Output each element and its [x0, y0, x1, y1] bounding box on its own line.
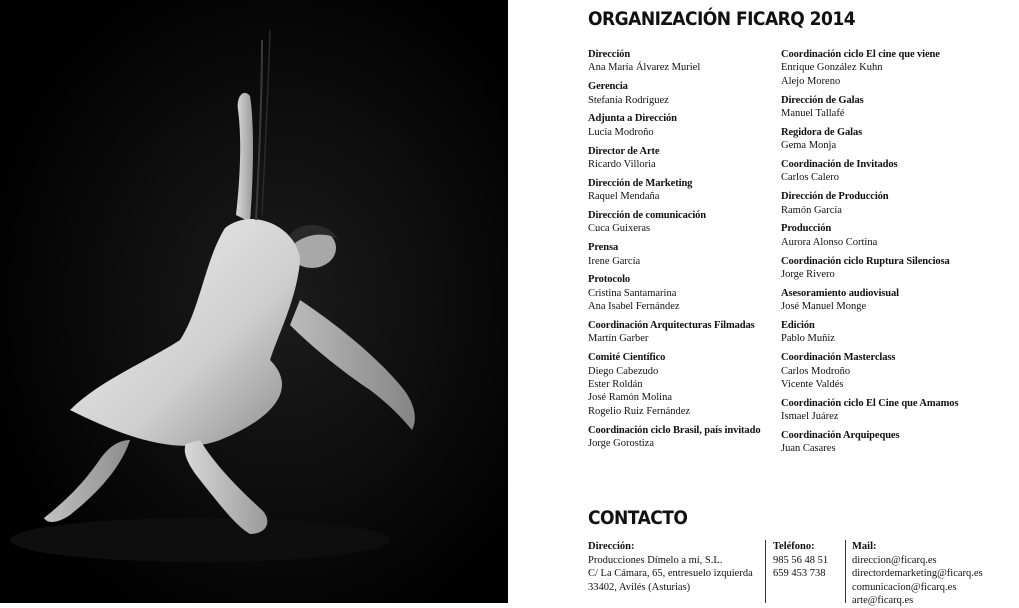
- staff-name: Jorge Rivero: [781, 269, 835, 281]
- staff-role: Gerencia: [588, 81, 628, 93]
- staff-entry: [781, 48, 1013, 88]
- contact-phone-number: 659 453 738: [773, 568, 826, 580]
- staff-entry: [588, 48, 778, 75]
- staff-entry: [781, 190, 1013, 217]
- staff-role: Protocolo: [588, 274, 631, 286]
- staff-role: Coordinación Masterclass: [781, 352, 896, 364]
- contact-phone-number: 985 56 48 51: [773, 554, 829, 566]
- contact-mail-label: Mail:: [852, 541, 877, 552]
- staff-name: Ana Isabel Fernández: [588, 301, 680, 313]
- staff-role: Coordinación Arquitecturas Filmadas: [588, 320, 755, 332]
- staff-name: Ricardo Villoria: [588, 159, 656, 171]
- staff-role: Regidora de Galas: [781, 126, 863, 138]
- contact-divider: [765, 540, 766, 603]
- staff-name: Ismael Juárez: [781, 411, 839, 423]
- contact-mail: [852, 540, 1012, 608]
- staff-entry: [781, 94, 1013, 121]
- staff-entry: [781, 287, 1013, 314]
- staff-role: Prensa: [588, 242, 619, 254]
- staff-entry: [781, 397, 1013, 424]
- staff-role: Dirección de Producción: [781, 191, 889, 203]
- staff-role: Comité Científico: [588, 352, 666, 364]
- contact-address-line: Producciones Dímelo a mí, S.L.: [588, 554, 723, 566]
- staff-entry: [588, 80, 778, 107]
- staff-entry: [588, 241, 778, 268]
- staff-role: Adjunta a Dirección: [588, 113, 677, 125]
- staff-name: José Ramón Molina: [588, 392, 672, 404]
- staff-role: Coordinación ciclo Ruptura Silenciosa: [781, 255, 950, 267]
- contact-address-line: C/ La Cámara, 65, entresuelo izquierda: [588, 568, 753, 580]
- contact-address-label: Dirección:: [588, 541, 635, 552]
- staff-role: Dirección: [588, 49, 631, 60]
- staff-name: José Manuel Monge: [781, 301, 867, 313]
- staff-name: Alejo Moreno: [781, 75, 841, 87]
- contact-phone-label: Teléfono:: [773, 541, 815, 552]
- staff-name: Stefanía Rodríguez: [588, 94, 669, 106]
- staff-entry: [588, 145, 778, 172]
- staff-name: Manuel Tallafé: [781, 108, 845, 120]
- staff-name: Cuca Guixeras: [588, 223, 651, 235]
- staff-entry: [588, 112, 778, 139]
- staff-name: Ramón García: [781, 204, 842, 216]
- staff-name: Carlos Modroño: [781, 365, 851, 377]
- staff-entry: [781, 158, 1013, 185]
- staff-role: Asesoramiento audiovisual: [781, 287, 899, 299]
- staff-name: Irene García: [588, 255, 641, 267]
- staff-role: Coordinación de Invitados: [781, 159, 898, 171]
- staff-name: Aurora Alonso Cortina: [781, 236, 878, 248]
- contact-phone: [773, 540, 843, 581]
- staff-name: Ester Roldán: [588, 379, 643, 391]
- staff-entry: [781, 351, 1013, 391]
- staff-name: Raquel Mendaña: [588, 191, 660, 203]
- contact-mail-link[interactable]: directordemarketing@ficarq.es: [852, 568, 983, 580]
- staff-name: Martín Garber: [588, 333, 649, 345]
- contact-mail-link[interactable]: direccion@ficarq.es: [852, 554, 937, 566]
- staff-name: Cristina Santamarina: [588, 287, 677, 299]
- organization-title: ORGANIZACIÓN FICARQ 2014: [588, 8, 856, 30]
- organization-left-column: [588, 48, 778, 456]
- contact-divider: [845, 540, 846, 603]
- organization-right-column: [781, 48, 1013, 461]
- dancer-photo-icon: [0, 0, 508, 603]
- staff-entry: [781, 222, 1013, 249]
- staff-name: Gema Monja: [781, 140, 837, 152]
- staff-role: Dirección de Galas: [781, 94, 864, 106]
- contact-address: [588, 540, 763, 594]
- staff-entry: [588, 351, 778, 418]
- staff-name: Pablo Muñiz: [781, 333, 835, 345]
- staff-entry: [588, 209, 778, 236]
- staff-role: Coordinación ciclo El cine que viene: [781, 49, 940, 60]
- contact-title: CONTACTO: [588, 507, 688, 529]
- contact-mail-link[interactable]: arte@ficarq.es: [852, 595, 914, 607]
- staff-name: Juan Casares: [781, 443, 836, 455]
- staff-entry: [781, 255, 1013, 282]
- staff-name: Enrique González Kuhn: [781, 62, 883, 74]
- staff-entry: [588, 273, 778, 313]
- staff-entry: [588, 319, 778, 346]
- staff-role: Coordinación ciclo El Cine que Amamos: [781, 397, 959, 409]
- staff-name: Ana María Álvarez Muriel: [588, 62, 701, 74]
- contact-address-line: 33402, Avilés (Asturias): [588, 581, 691, 593]
- contact-mail-link[interactable]: comunicacion@ficarq.es: [852, 581, 957, 593]
- staff-name: Carlos Calero: [781, 172, 840, 184]
- dancer-photo: [0, 0, 508, 603]
- staff-entry: [781, 126, 1013, 153]
- staff-entry: [588, 177, 778, 204]
- staff-name: Rogelio Ruiz Fernández: [588, 405, 691, 417]
- staff-name: Diego Cabezudo: [588, 365, 659, 377]
- staff-name: Jorge Gorostiza: [588, 438, 654, 450]
- staff-role: Director de Arte: [588, 145, 660, 157]
- staff-role: Dirección de comunicación: [588, 210, 707, 222]
- staff-role: Coordinación Arquipeques: [781, 430, 900, 442]
- staff-entry: [781, 429, 1013, 456]
- staff-role: Producción: [781, 223, 832, 235]
- staff-role: Dirección de Marketing: [588, 177, 693, 189]
- staff-entry: [781, 319, 1013, 346]
- staff-entry: [588, 424, 778, 451]
- staff-name: Lucía Modroño: [588, 126, 654, 138]
- staff-role: Edición: [781, 320, 815, 332]
- staff-name: Vicente Valdés: [781, 379, 844, 391]
- staff-role: Coordinación ciclo Brasil, país invitado: [588, 424, 761, 436]
